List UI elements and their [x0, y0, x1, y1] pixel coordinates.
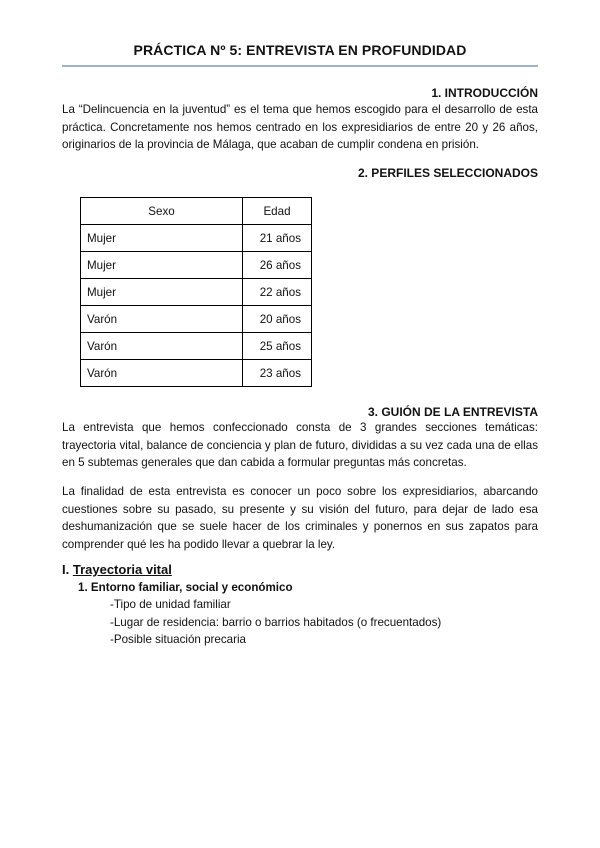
heading-introduccion: 1. INTRODUCCIÓN — [431, 86, 538, 100]
cell-edad: 26 años — [243, 252, 312, 279]
cell-sexo: Mujer — [81, 279, 243, 306]
outline-item-list — [110, 596, 441, 649]
table-row — [81, 306, 312, 333]
list-item: -Lugar de residencia: barrio o barrios habitados (o frecuentados) — [110, 615, 442, 629]
cell-edad: 23 años — [243, 360, 312, 387]
cell-edad: 20 años — [243, 306, 312, 333]
column-header-sexo: Sexo — [81, 198, 243, 225]
heading-perfiles: 2. PERFILES SELECCIONADOS — [357, 166, 538, 180]
list-item: -Tipo de unidad familiar — [110, 598, 231, 611]
cell-edad: 22 años — [243, 279, 312, 306]
cell-sexo: Mujer — [81, 225, 243, 252]
intro-paragraph: La “Delincuencia en la juventud” es el tema que hemos escogido para el desarrollo de esta práctica. Concretamente nos hemos centrado en los expresidiarios de entre 20 y 26 años, originarios de la provincia de Málaga, que acaban de cumplir condena en prisión. — [62, 103, 538, 152]
outline-subsection-title: 1. Entorno familiar, social y económico — [78, 581, 293, 594]
title-underline — [62, 65, 538, 67]
cell-sexo: Mujer — [81, 252, 243, 279]
heading-guion: 3. GUIÓN DE LA ENTREVISTA — [367, 405, 538, 419]
page-title: PRÁCTICA Nº 5: ENTREVISTA EN PROFUNDIDAD — [133, 42, 467, 58]
list-item: -Posible situación precaria — [110, 633, 246, 646]
profiles-table — [80, 197, 312, 387]
table-row — [81, 252, 312, 279]
guion-paragraph-1: La entrevista que hemos confeccionado consta de 3 grandes secciones temáticas: trayectoria vital, balance de conciencia y plan de futuro, divididas a su vez cada una de ellas en 5 subtemas generales que dan cabida a formular preguntas más concretas. — [62, 421, 538, 470]
outline-section-title: Trayectoria vital — [72, 562, 172, 577]
cell-sexo: Varón — [81, 360, 243, 387]
table-row — [81, 279, 312, 306]
outline-section-heading — [62, 562, 172, 577]
cell-edad: 21 años — [243, 225, 312, 252]
table-header-row — [81, 198, 312, 225]
cell-sexo: Varón — [81, 333, 243, 360]
cell-edad: 25 años — [243, 333, 312, 360]
outline-section-numeral: I. — [62, 562, 70, 577]
table-row — [81, 225, 312, 252]
table-row — [81, 333, 312, 360]
guion-paragraph-2: La finalidad de esta entrevista es conocer un poco sobre los expresidiarios, abarcando cuestiones sobre su pasado, su presente y su visión del futuro, para dejar de lado esa deshumanización que se suele hacer de los criminales y ponernos en sus zapatos para comprender qué les ha podido llevar a quebrar la ley. — [62, 485, 538, 551]
table-row — [81, 360, 312, 387]
column-header-edad: Edad — [243, 198, 312, 225]
cell-sexo: Varón — [81, 306, 243, 333]
